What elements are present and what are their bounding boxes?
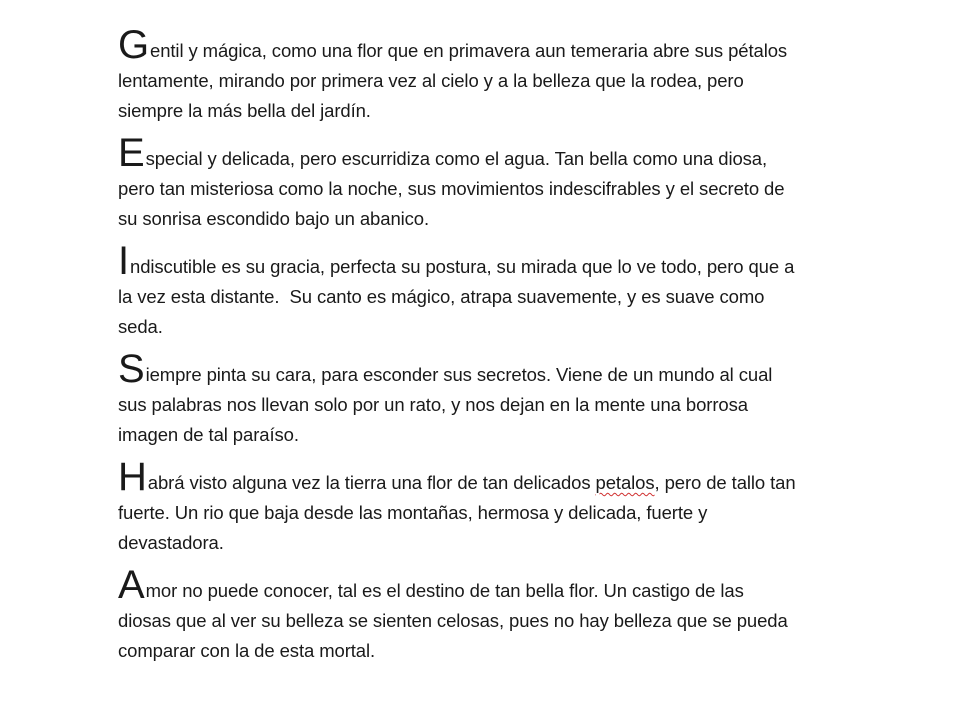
stanza-first-line: [118, 131, 848, 175]
line-text: special y delicada, pero escurridiza como el agua. Tan bella como una diosa,: [145, 148, 768, 169]
stanza-line: sus palabras nos llevan solo por un rato, y nos dejan en la mente una borrosa: [118, 394, 748, 415]
stanza-line: siempre la más bella del jardín.: [118, 100, 371, 121]
stanza-first-line: [118, 347, 848, 391]
initial-letter: A: [118, 563, 145, 607]
stanza-a: [118, 563, 848, 666]
stanza-line: devastadora.: [118, 532, 224, 553]
stanza-first-line: [118, 455, 848, 499]
initial-letter: H: [118, 455, 147, 499]
stanza-first-line: [118, 563, 848, 607]
stanza-e: [118, 131, 848, 234]
acrostic-poem: [118, 23, 848, 666]
stanza-line: diosas que al ver su belleza se sienten celosas, pues no hay belleza que se pueda: [118, 610, 788, 631]
line-text: entil y mágica, como una flor que en primavera aun temeraria abre sus pétalos: [150, 40, 788, 61]
initial-letter: I: [118, 239, 130, 283]
stanza-line: su sonrisa escondido bajo un abanico.: [118, 208, 430, 229]
stanza-i: [118, 239, 848, 342]
spellcheck-flagged-word[interactable]: petalos: [595, 472, 655, 493]
stanza-line: seda.: [118, 316, 163, 337]
stanza-g: [118, 23, 848, 126]
line-text: iempre pinta su cara, para esconder sus secretos. Viene de un mundo al cual: [145, 364, 773, 385]
stanza-first-line: [118, 239, 848, 283]
stanza-line: pero tan misteriosa como la noche, sus movimientos indescifrables y el secreto de: [118, 178, 785, 199]
stanza-s: [118, 347, 848, 450]
line-text: ndiscutible es su gracia, perfecta su postura, su mirada que lo ve todo, pero que a: [130, 256, 795, 277]
line-text: , pero de tallo tan: [654, 472, 796, 493]
initial-letter: E: [118, 131, 145, 175]
stanza-line: fuerte. Un rio que baja desde las montañas, hermosa y delicada, fuerte y: [118, 502, 708, 523]
stanza-first-line: [118, 23, 848, 67]
stanza-line: la vez esta distante. Su canto es mágico, atrapa suavemente, y es suave como: [118, 286, 765, 307]
stanza-h: [118, 455, 848, 558]
stanza-line: imagen de tal paraíso.: [118, 424, 299, 445]
stanza-line: lentamente, mirando por primera vez al cielo y a la belleza que la rodea, pero: [118, 70, 744, 91]
line-text: mor no puede conocer, tal es el destino de tan bella flor. Un castigo de las: [145, 580, 744, 601]
stanza-line: comparar con la de esta mortal.: [118, 640, 376, 661]
initial-letter: G: [118, 23, 150, 67]
initial-letter: S: [118, 347, 145, 391]
line-text: abrá visto alguna vez la tierra una flor de tan delicados: [147, 472, 596, 493]
